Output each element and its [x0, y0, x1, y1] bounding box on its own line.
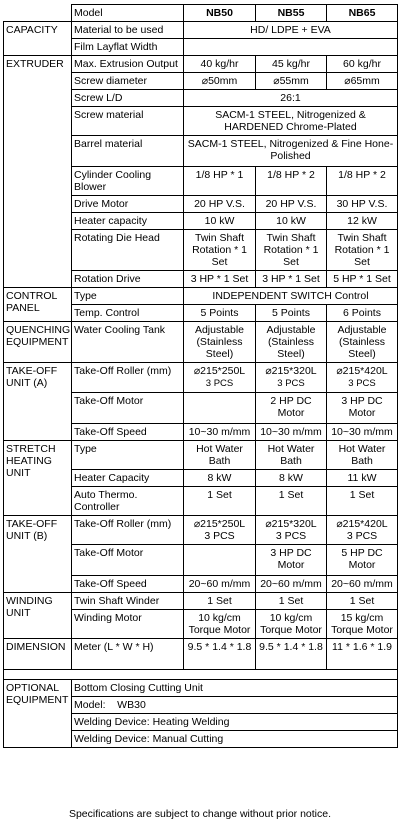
section-takeoff-b: TAKE-OFF UNIT (B)	[4, 516, 72, 593]
cell-nb50	[184, 516, 256, 545]
roller-pcs: 3 PCS	[277, 378, 305, 389]
roller-size: ⌀215*250L	[193, 518, 246, 530]
cell-nb65: 60 kg/hr	[327, 56, 398, 73]
cell-nb65: 5 HP DC Motor	[327, 545, 398, 576]
optional-item: Welding Device: Heating Welding	[72, 714, 398, 731]
cell-nb55: 1 Set	[256, 593, 327, 610]
section-dimension: DIMENSION	[4, 639, 72, 670]
cell-nb55: 20 HP V.S.	[256, 196, 327, 213]
control-type-label: Type	[72, 288, 184, 305]
cell-nb55: Adjustable (Stainless Steel)	[256, 322, 327, 363]
cell-nb55: 45 kg/hr	[256, 56, 327, 73]
extruder-row	[4, 56, 398, 73]
winding-motor-label: Winding Motor	[72, 610, 184, 639]
cell-nb50: 40 kg/hr	[184, 56, 256, 73]
optional-item: Bottom Closing Cutting Unit	[72, 680, 398, 697]
cell-nb65: Hot Water Bath	[327, 441, 398, 470]
cell-nb50: 10 kg/cm Torque Motor	[184, 610, 256, 639]
temp-control-label: Temp. Control	[72, 305, 184, 322]
cell-nb65: 11 * 1.6 * 1.9	[327, 639, 398, 670]
cell-nb55: 9.5 * 1.4 * 1.8	[256, 639, 327, 670]
footer-note: Specifications are subject to change without prior notice.	[68, 808, 332, 820]
cell-nb50: ⌀50mm	[184, 73, 256, 90]
cell-nb50: 20 HP V.S.	[184, 196, 256, 213]
cell-nb65: Adjustable (Stainless Steel)	[327, 322, 398, 363]
film-value	[184, 39, 398, 56]
cell-nb50: 3 HP * 1 Set	[184, 271, 256, 288]
cell-nb65: 10~30 m/mm	[327, 424, 398, 441]
stretch-type-row	[4, 441, 398, 470]
cell-nb55: 1/8 HP * 2	[256, 167, 327, 196]
quenching-row	[4, 322, 398, 363]
twin-winder-label: Twin Shaft Winder	[72, 593, 184, 610]
row-label: Rotation Drive	[72, 271, 184, 288]
capacity-material-row	[4, 22, 398, 39]
cell-nb65	[327, 516, 398, 545]
row-label: Cylinder Cooling Blower	[72, 167, 184, 196]
cell-nb65: 15 kg/cm Torque Motor	[327, 610, 398, 639]
roller-label: Take-Off Roller (mm)	[72, 516, 184, 545]
model-nb50: NB50	[184, 5, 256, 22]
stretch-type-label: Type	[72, 441, 184, 470]
cell-nb55: 8 kW	[256, 470, 327, 487]
cell-nb65: 5 HP * 1 Set	[327, 271, 398, 288]
cell-nb50	[184, 545, 256, 576]
speed-label: Take-Off Speed	[72, 576, 184, 593]
row-label: Barrel material	[72, 136, 184, 167]
spacer	[4, 670, 398, 680]
row-label: Screw material	[72, 107, 184, 136]
row-label: Max. Extrusion Output	[72, 56, 184, 73]
cell-nb55: 3 HP * 1 Set	[256, 271, 327, 288]
optional-row	[4, 680, 398, 697]
cell-nb50: 10 kW	[184, 213, 256, 230]
cell-nb50: 5 Points	[184, 305, 256, 322]
cell-nb55: 3 HP DC Motor	[256, 545, 327, 576]
heater-label: Heater Capacity	[72, 470, 184, 487]
cell-nb55: 2 HP DC Motor	[256, 393, 327, 424]
cell-nb55: Twin Shaft Rotation * 1 Set	[256, 230, 327, 271]
row-label: Heater capacity	[72, 213, 184, 230]
cell-nb55	[256, 363, 327, 393]
cell-nb50	[184, 363, 256, 393]
model-nb65: NB65	[327, 5, 398, 22]
roller-pcs: 3 PCS	[348, 378, 376, 389]
dimension-row	[4, 639, 398, 670]
material-value: HD/ LDPE + EVA	[184, 22, 398, 39]
cell-nb65: ⌀65mm	[327, 73, 398, 90]
row-label: Drive Motor	[72, 196, 184, 213]
cell-nb65: 30 HP V.S.	[327, 196, 398, 213]
cell-nb65: Twin Shaft Rotation * 1 Set	[327, 230, 398, 271]
section-capacity: CAPACITY	[4, 22, 72, 56]
cell-nb65: 20~60 m/mm	[327, 576, 398, 593]
cell-nb55: Hot Water Bath	[256, 441, 327, 470]
roller-pcs: 3 PCS	[205, 378, 234, 389]
winding-twin-row	[4, 593, 398, 610]
section-takeoff-a: TAKE-OFF UNIT (A)	[4, 363, 72, 441]
cell-nb50: 20~60 m/mm	[184, 576, 256, 593]
span-value: 26:1	[184, 90, 398, 107]
cell-nb55: ⌀55mm	[256, 73, 327, 90]
section-stretch-heating: STRETCH HEATING UNIT	[4, 441, 72, 516]
cell-nb65: 1 Set	[327, 593, 398, 610]
cell-nb50: 8 kW	[184, 470, 256, 487]
spec-table	[3, 4, 398, 748]
optional-item: Model: WB30	[72, 697, 398, 714]
cell-nb50: 1 Set	[184, 593, 256, 610]
cell-nb65: 12 kW	[327, 213, 398, 230]
cell-nb65	[327, 363, 398, 393]
roller-pcs: 3 PCS	[204, 530, 235, 542]
takeoff-b-roller-row	[4, 516, 398, 545]
cell-nb50: 1 Set	[184, 487, 256, 516]
roller-pcs: 3 PCS	[275, 530, 307, 542]
cell-nb50: 10~30 m/mm	[184, 424, 256, 441]
cell-nb65: 1/8 HP * 2	[327, 167, 398, 196]
cell-nb50: Twin Shaft Rotation * 1 Set	[184, 230, 256, 271]
roller-size: ⌀215*250L	[193, 365, 246, 377]
cell-nb50	[184, 393, 256, 424]
section-quenching: QUENCHING EQUIPMENT	[4, 322, 72, 363]
water-tank-label: Water Cooling Tank	[72, 322, 184, 363]
roller-label: Take-Off Roller (mm)	[72, 363, 184, 393]
motor-label: Take-Off Motor	[72, 545, 184, 576]
control-type-value: INDEPENDENT SWITCH Control	[184, 288, 398, 305]
row-label: Rotating Die Head	[72, 230, 184, 271]
spacer-row	[4, 670, 398, 680]
cell-nb50: 1/8 HP * 1	[184, 167, 256, 196]
cell-nb55: 10 kW	[256, 213, 327, 230]
span-value: SACM-1 STEEL, Nitrogenized & Fine Hone-Polished	[184, 136, 398, 167]
row-label: Screw diameter	[72, 73, 184, 90]
motor-label: Take-Off Motor	[72, 393, 184, 424]
speed-label: Take-Off Speed	[72, 424, 184, 441]
thermo-label: Auto Thermo. Controller	[72, 487, 184, 516]
cell-nb55: 1 Set	[256, 487, 327, 516]
dimension-label: Meter (L * W * H)	[72, 639, 184, 670]
cell-nb50: 9.5 * 1.4 * 1.8	[184, 639, 256, 670]
cell-nb55: 10 kg/cm Torque Motor	[256, 610, 327, 639]
cell-nb50: Hot Water Bath	[184, 441, 256, 470]
material-label: Material to be used	[72, 22, 184, 39]
section-extruder: EXTRUDER	[4, 56, 72, 288]
section-winding: WINDING UNIT	[4, 593, 72, 639]
cell-nb65: 3 HP DC Motor	[327, 393, 398, 424]
cell-nb65: 11 kW	[327, 470, 398, 487]
roller-size: ⌀215*420L	[336, 518, 388, 530]
span-value: SACM-1 STEEL, Nitrogenized & HARDENED Chrome-Plated	[184, 107, 398, 136]
roller-size: ⌀215*320L	[265, 518, 317, 530]
header-row	[4, 5, 398, 22]
header-blank	[4, 5, 72, 22]
control-type-row	[4, 288, 398, 305]
model-nb55: NB55	[256, 5, 327, 22]
takeoff-a-roller-row	[4, 363, 398, 393]
section-optional: OPTIONAL EQUIPMENT	[4, 680, 72, 748]
section-control-panel: CONTROL PANEL	[4, 288, 72, 322]
row-label: Screw L/D	[72, 90, 184, 107]
cell-nb65: 6 Points	[327, 305, 398, 322]
model-label: Model	[72, 5, 184, 22]
roller-size: ⌀215*420L	[336, 365, 388, 377]
roller-pcs: 3 PCS	[346, 530, 378, 542]
film-label: Film Layflat Width	[72, 39, 184, 56]
cell-nb55	[256, 516, 327, 545]
spec-sheet	[3, 4, 397, 748]
roller-size: ⌀215*320L	[265, 365, 317, 377]
optional-item: Welding Device: Manual Cutting	[72, 731, 398, 748]
cell-nb55: 5 Points	[256, 305, 327, 322]
cell-nb50: Adjustable (Stainless Steel)	[184, 322, 256, 363]
cell-nb55: 20~60 m/mm	[256, 576, 327, 593]
cell-nb55: 10~30 m/mm	[256, 424, 327, 441]
cell-nb65: 1 Set	[327, 487, 398, 516]
